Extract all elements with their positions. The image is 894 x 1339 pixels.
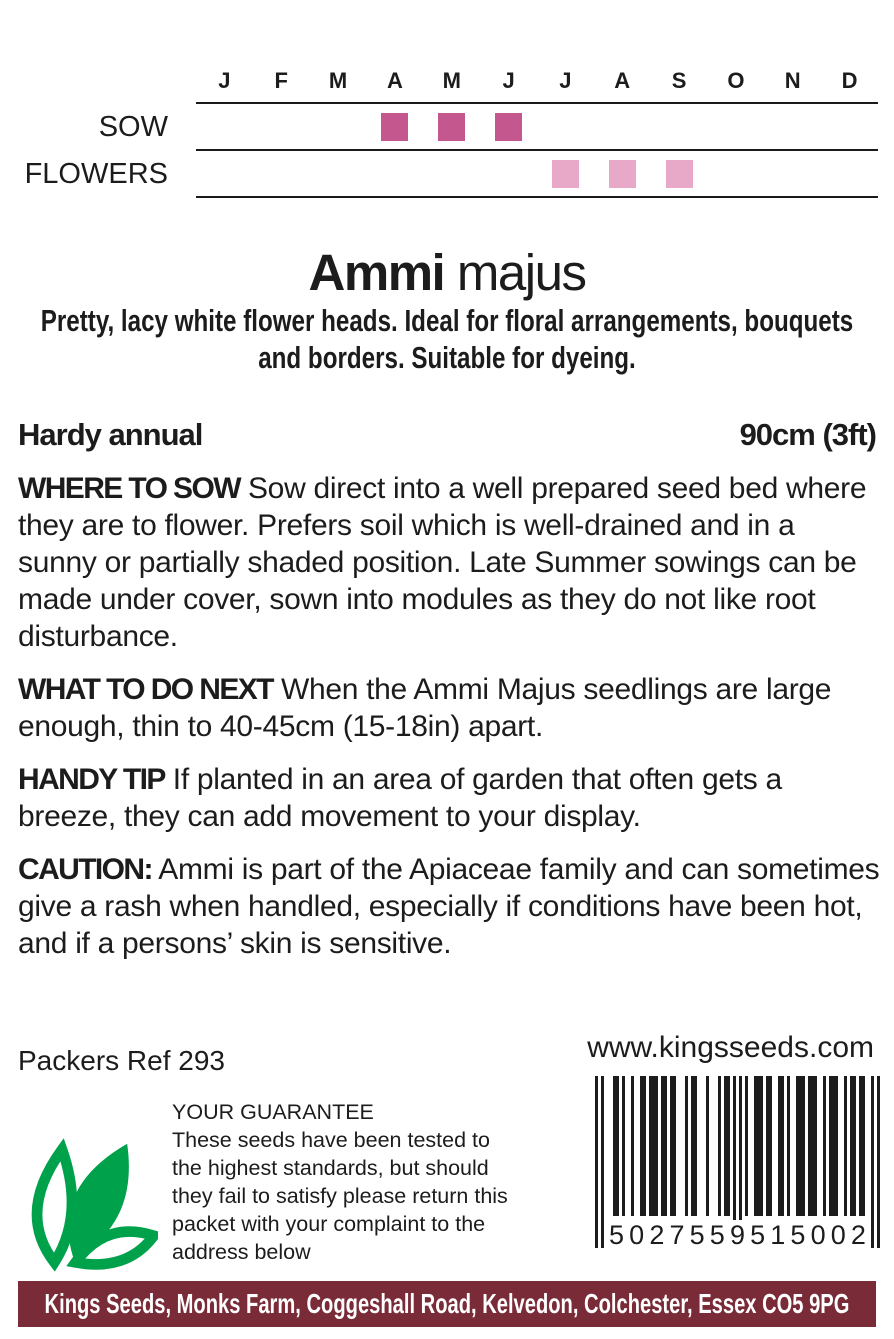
section-text: When the Ammi Majus seedlings are large enough, thin to 40-45cm (15-18in) apart. xyxy=(18,673,832,743)
flowers-month-marker xyxy=(666,160,693,188)
barcode-digit: 2 xyxy=(649,1220,665,1250)
packers-ref: Packers Ref 293 xyxy=(18,1045,225,1076)
calendar-cell xyxy=(537,151,594,198)
calendar-month-label: S xyxy=(651,62,708,104)
calendar-cell xyxy=(480,104,537,151)
calendar-cell xyxy=(480,151,537,198)
calendar-row-label-flowers: FLOWERS xyxy=(24,158,168,190)
guarantee-text: These seeds have been tested to the highest standards, but should they fail to satisfy please return this packet with your complaint to the address below xyxy=(172,1128,508,1264)
calendar-cell xyxy=(423,151,480,198)
kings-seeds-leaf-logo xyxy=(14,1138,158,1272)
calendar-corner xyxy=(18,62,196,104)
calendar-cell xyxy=(821,104,878,151)
sow-month-marker xyxy=(495,113,522,141)
calendar-cell xyxy=(423,104,480,151)
sow-month-marker xyxy=(438,113,465,141)
section-heading: CAUTION: xyxy=(18,853,152,886)
guarantee-block xyxy=(172,1098,517,1266)
guarantee-heading: YOUR GUARANTEE xyxy=(172,1100,374,1124)
section-heading: WHAT TO DO NEXT xyxy=(18,673,273,706)
section-text: If planted in an area of garden that often gets a breeze, they can add movement to your display. xyxy=(18,763,782,833)
calendar-cell xyxy=(764,104,821,151)
company-address: Kings Seeds, Monks Farm, Coggeshall Road, Kelvedon, Colchester, Essex CO5 9PG xyxy=(44,1288,850,1319)
section-handy-tip xyxy=(18,761,880,835)
calendar-month-label: J xyxy=(480,62,537,104)
calendar-cell xyxy=(537,104,594,151)
calendar-cell xyxy=(310,151,367,198)
calendar-cell xyxy=(651,104,708,151)
website-url: www.kingsseeds.com xyxy=(587,1031,874,1064)
calendar-cell xyxy=(821,151,878,198)
plant-genus: Ammi xyxy=(308,244,445,301)
barcode-digit: 5 xyxy=(790,1220,806,1250)
calendar-cell xyxy=(651,151,708,198)
calendar-month-label: J xyxy=(537,62,594,104)
meta-row xyxy=(18,417,876,453)
page-title xyxy=(0,243,894,302)
section-what-to-do-next xyxy=(18,671,880,745)
barcode-digit: 0 xyxy=(810,1220,826,1250)
calendar-month-label: A xyxy=(366,62,423,104)
calendar-month-label: A xyxy=(594,62,651,104)
barcode-digit: 2 xyxy=(850,1220,866,1250)
barcode-digit: 7 xyxy=(669,1220,685,1250)
calendar-cell xyxy=(594,151,651,198)
calendar-cell xyxy=(366,151,423,198)
calendar-cell xyxy=(707,151,764,198)
plant-type: Hardy annual xyxy=(18,417,203,452)
section-heading: HANDY TIP xyxy=(18,763,165,796)
calendar-cell xyxy=(253,104,310,151)
section-text: Ammi is part of the Apiaceae family and can sometimes give a rash when handled, especially if conditions have been hot, and if a persons’ skin is sensitive. xyxy=(18,853,880,960)
calendar-row-label-sow: SOW xyxy=(98,111,168,143)
section-caution xyxy=(18,851,880,962)
calendar-cell xyxy=(196,151,253,198)
footer-address-bar xyxy=(18,1281,876,1327)
calendar-month-label: J xyxy=(196,62,253,104)
calendar-cell xyxy=(366,104,423,151)
leaf-outline-left-icon xyxy=(37,1149,72,1262)
calendar-cell xyxy=(253,151,310,198)
calendar-month-label: N xyxy=(764,62,821,104)
calendar-month-label: F xyxy=(253,62,310,104)
barcode-digit: 5 xyxy=(689,1220,705,1250)
barcode-digit: 9 xyxy=(729,1220,745,1250)
plant-height: 90cm (3ft) xyxy=(739,417,876,452)
calendar-month-label: O xyxy=(707,62,764,104)
plant-species: majus xyxy=(456,244,586,301)
subtitle-wrap xyxy=(18,302,876,376)
section-where-to-sow xyxy=(18,470,880,655)
calendar-cell xyxy=(196,104,253,151)
flowers-month-marker xyxy=(609,160,636,188)
plant-description: Pretty, lacy white flower heads. Ideal for floral arrangements, bouquets and borders. Suitable for dyeing. xyxy=(40,303,854,375)
flowers-month-marker xyxy=(552,160,579,188)
calendar-cell xyxy=(707,104,764,151)
calendar-cell xyxy=(594,104,651,151)
sow-month-marker xyxy=(381,113,408,141)
barcode-digit: 0 xyxy=(830,1220,846,1250)
barcode xyxy=(595,1076,880,1250)
calendar-cell xyxy=(764,151,821,198)
barcode-digit: 5 xyxy=(609,1220,625,1250)
sowing-calendar xyxy=(18,62,878,198)
barcode-digit: 5 xyxy=(709,1220,725,1250)
calendar-cell xyxy=(310,104,367,151)
barcode-digit: 1 xyxy=(770,1220,786,1250)
instructions xyxy=(18,470,880,978)
calendar-month-label: M xyxy=(423,62,480,104)
calendar-month-label: M xyxy=(310,62,367,104)
barcode-digit: 0 xyxy=(629,1220,645,1250)
barcode-digit: 5 xyxy=(750,1220,766,1250)
section-text: Sow direct into a well prepared seed bed where they are to flower. Prefers soil which is well-drained and in a sunny or partially shaded position. Late Summer sowings can be made under cover, sown into modules as they do not like root disturbance. xyxy=(18,472,867,653)
section-heading: WHERE TO SOW xyxy=(18,472,240,505)
barcode-number xyxy=(607,1218,868,1250)
calendar-month-label: D xyxy=(821,62,878,104)
barcode-bar xyxy=(877,1076,880,1248)
